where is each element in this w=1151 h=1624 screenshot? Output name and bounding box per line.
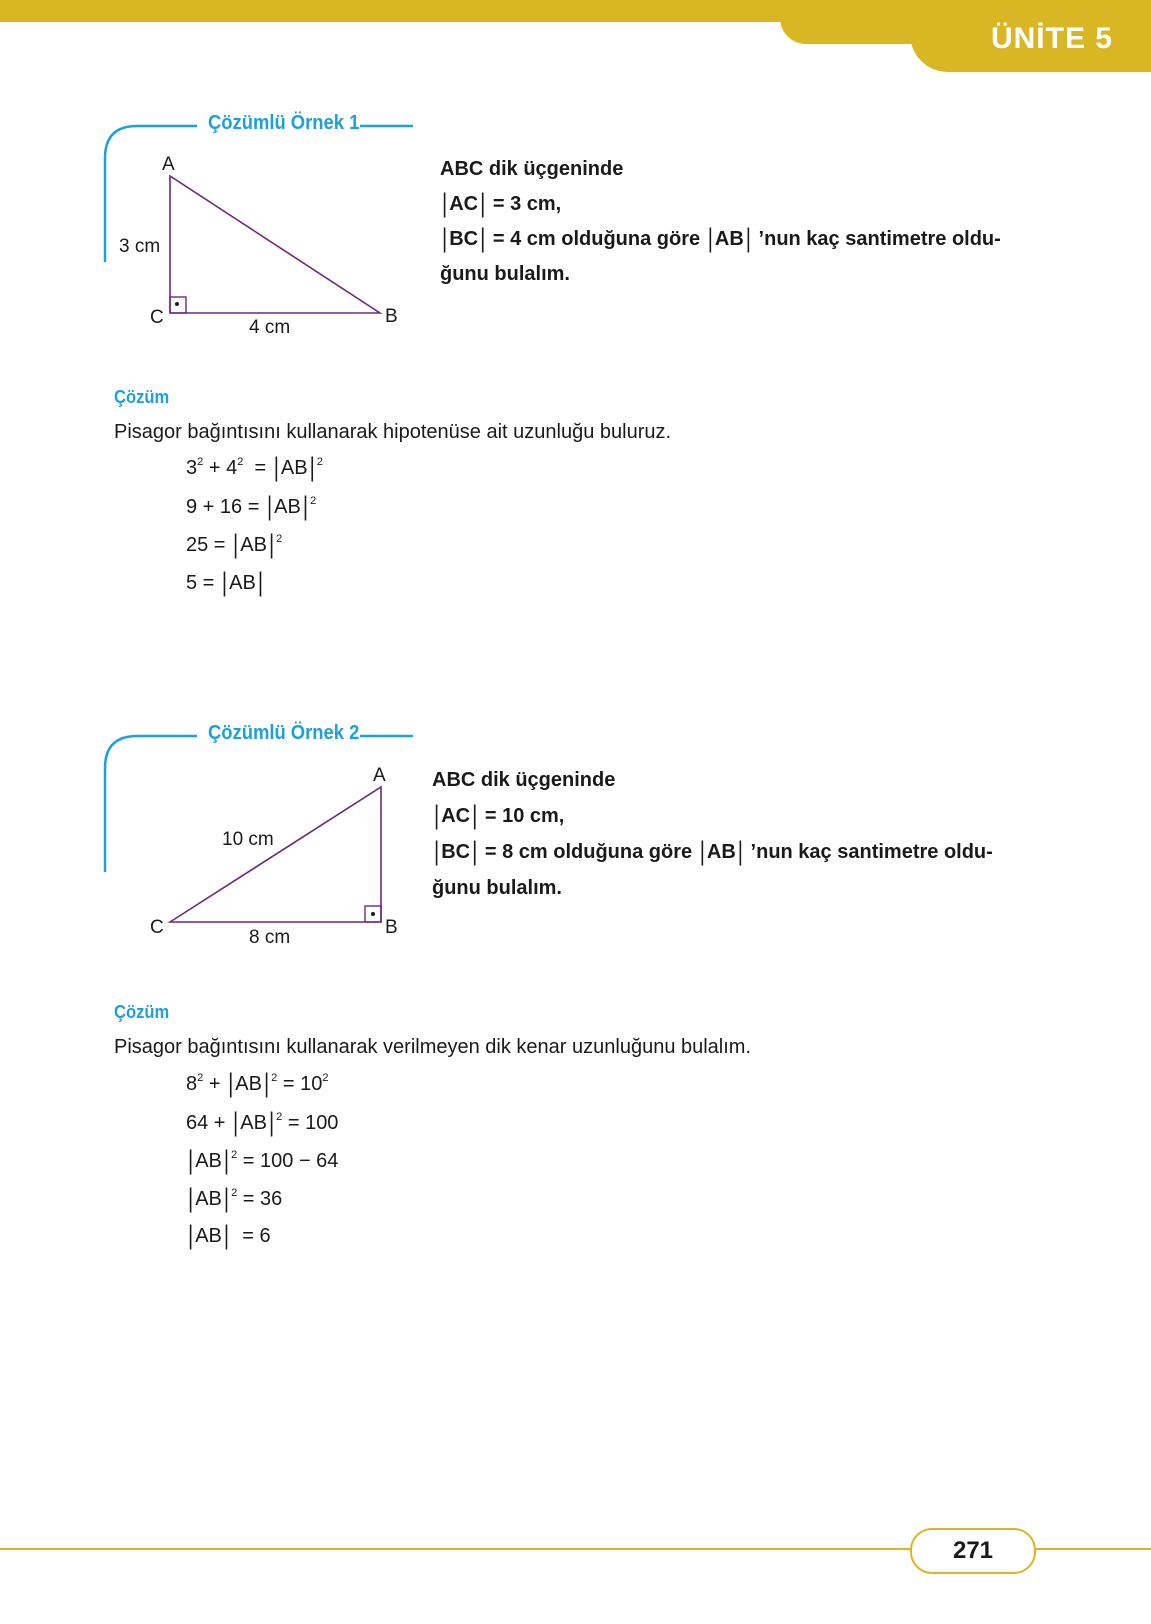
segment: AC: [441, 805, 471, 827]
example2-title: Çözümlü Örnek 2: [208, 722, 360, 744]
segment: BC: [441, 841, 471, 863]
question-text: ’nun kaç santimetre oldu-: [758, 228, 1001, 250]
example1-title: Çözümlü Örnek 1: [208, 112, 360, 134]
vertex-a-label: A: [373, 765, 386, 786]
side-ca-label: 10 cm: [222, 829, 274, 850]
example1-equation-1: $3^2 + 4^2$ = | AB | $^2$: [186, 452, 323, 483]
question-line: | AC | = 10 cm,: [434, 801, 565, 831]
example1-solution-intro: Pisagor bağıntısını kullanarak hipotenüse ait uzunluğu buluruz.: [114, 421, 672, 443]
question-text: = 8 cm olduğuna göre: [484, 841, 693, 863]
example2-equation-2: 64 + | AB | $^2$ = 100: [186, 1107, 339, 1138]
example2-equation-1: $8^2$ + | AB | $^2 = 10^2$: [186, 1068, 329, 1099]
page-number-badge: [910, 1528, 1036, 1574]
question-text: ’nun kaç santimetre oldu-: [750, 841, 993, 863]
unit-label: ÜNİTE 5: [990, 22, 1113, 55]
question-line: | BC | = 8 cm olduğuna göre | AB | ’nun kaç santimetre oldu-: [434, 837, 993, 867]
question-line: ABC dik üçgeninde: [440, 158, 624, 180]
example2-equation-3: | AB | $^2$ = 100 − 64: [188, 1145, 339, 1176]
segment: AB: [714, 228, 744, 250]
vertex-c-label: C: [150, 917, 164, 938]
example1-equation-4: 5 = | AB |: [186, 567, 264, 598]
question-line: | BC | = 4 cm olduğuna göre | AB | ’nun kaç santimetre oldu-: [442, 223, 1001, 254]
side-ac-label: 3 cm: [119, 236, 161, 257]
question-line: ğunu bulalım.: [432, 877, 562, 899]
vertex-a-label: A: [162, 154, 175, 175]
right-angle-dot: [371, 912, 375, 916]
page-number: 271: [952, 1537, 994, 1564]
example1-solution-title: Çözüm: [114, 387, 170, 407]
vertex-c-label: C: [150, 307, 164, 328]
question-text: = 3 cm,: [492, 193, 562, 215]
segment: AB: [706, 841, 736, 863]
side-cb-label: 8 cm: [249, 927, 291, 948]
question-text: = 10 cm,: [484, 805, 565, 827]
vertex-b-label: B: [385, 917, 398, 938]
example1-equation-2: 9 + 16 = | AB | $^2$: [186, 491, 317, 522]
example2-equation-4: | AB | $^2$ = 36: [188, 1183, 283, 1214]
question-line: ğunu bulalım.: [440, 263, 570, 285]
side-cb-label: 4 cm: [249, 317, 291, 338]
example2-equation-5: | AB | = 6: [188, 1220, 271, 1251]
segment: AC: [449, 193, 479, 215]
question-line: ABC dik üçgeninde: [432, 769, 616, 791]
vertex-b-label: B: [385, 306, 398, 327]
example2-question: [432, 762, 993, 906]
triangle-abc: [170, 787, 381, 922]
example2-solution-intro: Pisagor bağıntısını kullanarak verilmeyen dik kenar uzunluğunu bulalım.: [114, 1036, 752, 1058]
question-line: | AC | = 3 cm,: [442, 188, 562, 219]
question-text: = 4 cm olduğuna göre: [492, 228, 701, 250]
example1-equation-3: 25 = | AB | $^2$: [186, 529, 283, 560]
example2-solution-title: Çözüm: [114, 1002, 170, 1022]
segment: BC: [449, 228, 479, 250]
